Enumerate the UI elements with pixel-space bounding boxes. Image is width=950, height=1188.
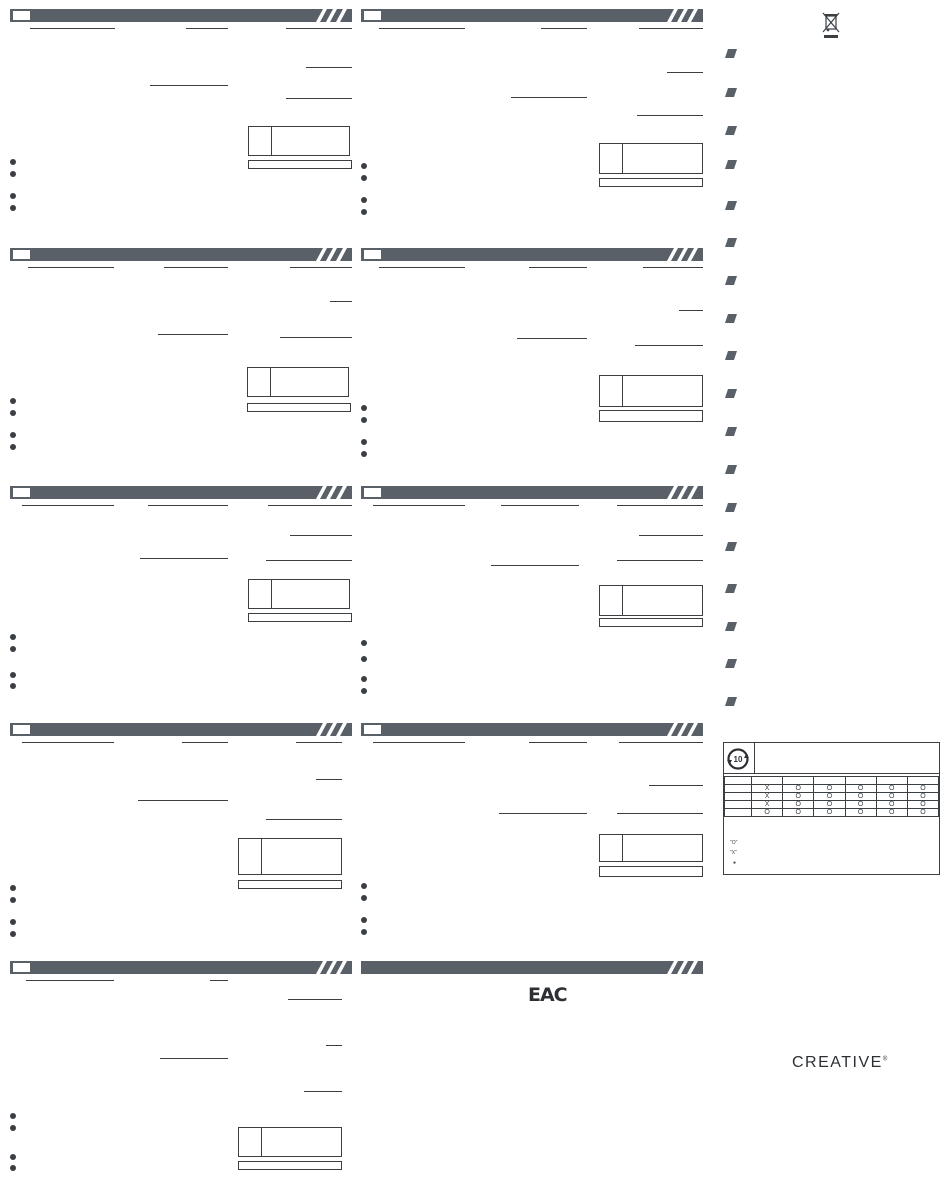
spec-strip [238, 1161, 342, 1170]
bullet [10, 931, 16, 937]
table-row: X O O O O O [725, 801, 939, 809]
rule [635, 345, 703, 346]
trademark-symbol: ® [882, 1056, 888, 1063]
language-tab [364, 725, 381, 734]
rule [280, 337, 352, 338]
section-header-bar [10, 961, 352, 974]
bullet [10, 919, 16, 925]
language-marker-icon [725, 622, 737, 631]
spec-box [238, 838, 342, 875]
bullet [10, 398, 16, 404]
substance-grid [724, 776, 939, 817]
stripes-icon [310, 486, 352, 499]
manual-panel-4 [361, 248, 703, 473]
manual-panel-3 [10, 248, 352, 473]
rule [491, 565, 579, 566]
language-marker-icon [725, 465, 737, 474]
language-marker-icon [725, 314, 737, 323]
bullet [10, 646, 16, 652]
section-header-bar [10, 723, 352, 736]
brand-logo [792, 1054, 887, 1072]
language-tab [364, 488, 381, 497]
rule [182, 742, 228, 743]
table-row: X O O O O O [725, 793, 939, 801]
rule [541, 28, 587, 29]
bullet [361, 917, 367, 923]
rule [30, 28, 115, 29]
rule [22, 742, 114, 743]
environment-friendly-use-period-icon [727, 748, 749, 770]
spec-box [247, 367, 349, 397]
language-marker-icon [725, 276, 737, 285]
rule [140, 558, 228, 559]
rule [296, 742, 342, 743]
bullet [10, 897, 16, 903]
language-marker-icon [725, 584, 737, 593]
spec-strip [599, 410, 703, 422]
bullet [10, 1154, 16, 1160]
rule [379, 267, 465, 268]
rule [639, 535, 703, 536]
manual-panel-8 [361, 723, 703, 948]
spec-strip [248, 160, 352, 169]
table-row [725, 777, 939, 785]
bullet [361, 163, 367, 169]
bullet [10, 672, 16, 678]
bullet [361, 451, 367, 457]
language-tab [13, 963, 30, 972]
rule [210, 980, 228, 981]
rule [649, 785, 703, 786]
bullet [361, 405, 367, 411]
spec-strip [599, 618, 703, 627]
rule [511, 97, 587, 98]
rule [150, 85, 228, 86]
bullet [10, 171, 16, 177]
rule [619, 742, 703, 743]
bullet [10, 205, 16, 211]
language-marker-icon [725, 49, 737, 58]
section-header-bar [361, 9, 703, 22]
stripes-icon [310, 9, 352, 22]
rule [138, 800, 228, 801]
section-header-bar [10, 248, 352, 261]
rule [330, 301, 352, 302]
rule [637, 115, 703, 116]
spec-box [248, 126, 350, 156]
crossed-out-wheelie-bin-icon [821, 11, 841, 39]
section-header-bar [361, 486, 703, 499]
rule [679, 310, 703, 311]
rule [266, 819, 342, 820]
manual-panel-6 [361, 486, 703, 711]
stripes-icon [310, 248, 352, 261]
rule [186, 28, 228, 29]
bullet [361, 640, 367, 646]
stripes-icon [661, 961, 703, 974]
rule [326, 1045, 342, 1046]
spec-box [238, 1127, 342, 1157]
rule [266, 560, 352, 561]
bullet [361, 676, 367, 682]
bullet [10, 410, 16, 416]
language-tab [13, 725, 30, 734]
bullet [361, 417, 367, 423]
rule [373, 505, 465, 506]
bullet [10, 1125, 16, 1131]
language-marker-icon [725, 126, 737, 135]
language-marker-icon [725, 389, 737, 398]
rule [517, 338, 587, 339]
bullet [10, 683, 16, 689]
bullet [10, 1165, 16, 1171]
rule [268, 505, 352, 506]
rule [148, 505, 228, 506]
rule [373, 742, 465, 743]
rule [379, 28, 465, 29]
table-row: X O O O O O [725, 785, 939, 793]
language-marker-icon [725, 88, 737, 97]
bullet [361, 895, 367, 901]
epup-years: 10 [733, 755, 743, 764]
language-tab [364, 11, 381, 20]
bullet [10, 1113, 16, 1119]
language-tab [13, 250, 30, 259]
eac-mark: EAC [528, 984, 567, 1006]
rule [290, 267, 352, 268]
rule [643, 267, 703, 268]
rule [529, 267, 587, 268]
table-note: ● [733, 860, 737, 866]
manual-panel-5 [10, 486, 352, 711]
rule [529, 742, 587, 743]
bullet [10, 634, 16, 640]
rule [667, 72, 703, 73]
language-tab [13, 488, 30, 497]
spec-box [599, 834, 703, 862]
rule [316, 779, 342, 780]
section-header-bar [361, 723, 703, 736]
language-marker-icon [725, 238, 737, 247]
rule [288, 999, 342, 1000]
brand-name: CREATIVE [792, 1054, 883, 1071]
language-marker-icon [725, 542, 737, 551]
language-marker-icon [725, 351, 737, 360]
rule [290, 535, 352, 536]
table-note: "X" [730, 850, 737, 856]
spec-strip [247, 403, 351, 412]
section-header-bar [10, 9, 352, 22]
bullet [361, 197, 367, 203]
rohs-header [724, 743, 939, 774]
stripes-icon [310, 723, 352, 736]
bullet [361, 929, 367, 935]
spec-strip [248, 613, 352, 622]
rule [639, 28, 703, 29]
bullet [10, 444, 16, 450]
rule [160, 1058, 228, 1059]
bullet [10, 432, 16, 438]
language-marker-icon [725, 503, 737, 512]
bullet [361, 883, 367, 889]
stripes-icon [661, 9, 703, 22]
manual-panel-2 [361, 9, 703, 234]
language-marker-icon [725, 427, 737, 436]
spec-box [248, 579, 350, 609]
spec-strip [599, 178, 703, 187]
rule [304, 1091, 342, 1092]
rule [501, 505, 579, 506]
manual-panel-7 [10, 723, 352, 948]
stripes-icon [661, 248, 703, 261]
language-marker-icon [725, 160, 737, 169]
rule [617, 813, 703, 814]
bullet [361, 656, 367, 662]
rule [617, 560, 703, 561]
stripes-icon [661, 486, 703, 499]
bullet [361, 439, 367, 445]
language-tab [364, 250, 381, 259]
table-note: "O" [730, 840, 738, 846]
section-header-bar [361, 248, 703, 261]
rule [22, 505, 114, 506]
manual-panel-9 [10, 961, 352, 1176]
bullet [10, 193, 16, 199]
manual-panel-1 [10, 9, 352, 234]
language-marker-icon [725, 697, 737, 706]
language-marker-icon [725, 201, 737, 210]
rule [306, 67, 352, 68]
rule [617, 505, 703, 506]
rule [28, 267, 114, 268]
spec-box [599, 375, 703, 407]
bullet [10, 159, 16, 165]
hazardous-substances-table [723, 742, 940, 875]
table-row: O O O O O O [725, 809, 939, 817]
language-tab [13, 11, 30, 20]
spec-strip [238, 880, 342, 889]
language-marker-icon [725, 659, 737, 668]
rule [286, 28, 352, 29]
spec-box [599, 143, 703, 174]
stripes-icon [310, 961, 352, 974]
stripes-icon [661, 723, 703, 736]
rule [499, 813, 587, 814]
bullet [10, 885, 16, 891]
section-header-bar [361, 961, 703, 974]
spec-strip [599, 866, 703, 877]
bullet [361, 688, 367, 694]
bullet [361, 209, 367, 215]
rule [164, 267, 228, 268]
rule [26, 980, 114, 981]
section-header-bar [10, 486, 352, 499]
rule [286, 98, 352, 99]
bullet [361, 175, 367, 181]
spec-box [599, 585, 703, 616]
rule [158, 334, 228, 335]
